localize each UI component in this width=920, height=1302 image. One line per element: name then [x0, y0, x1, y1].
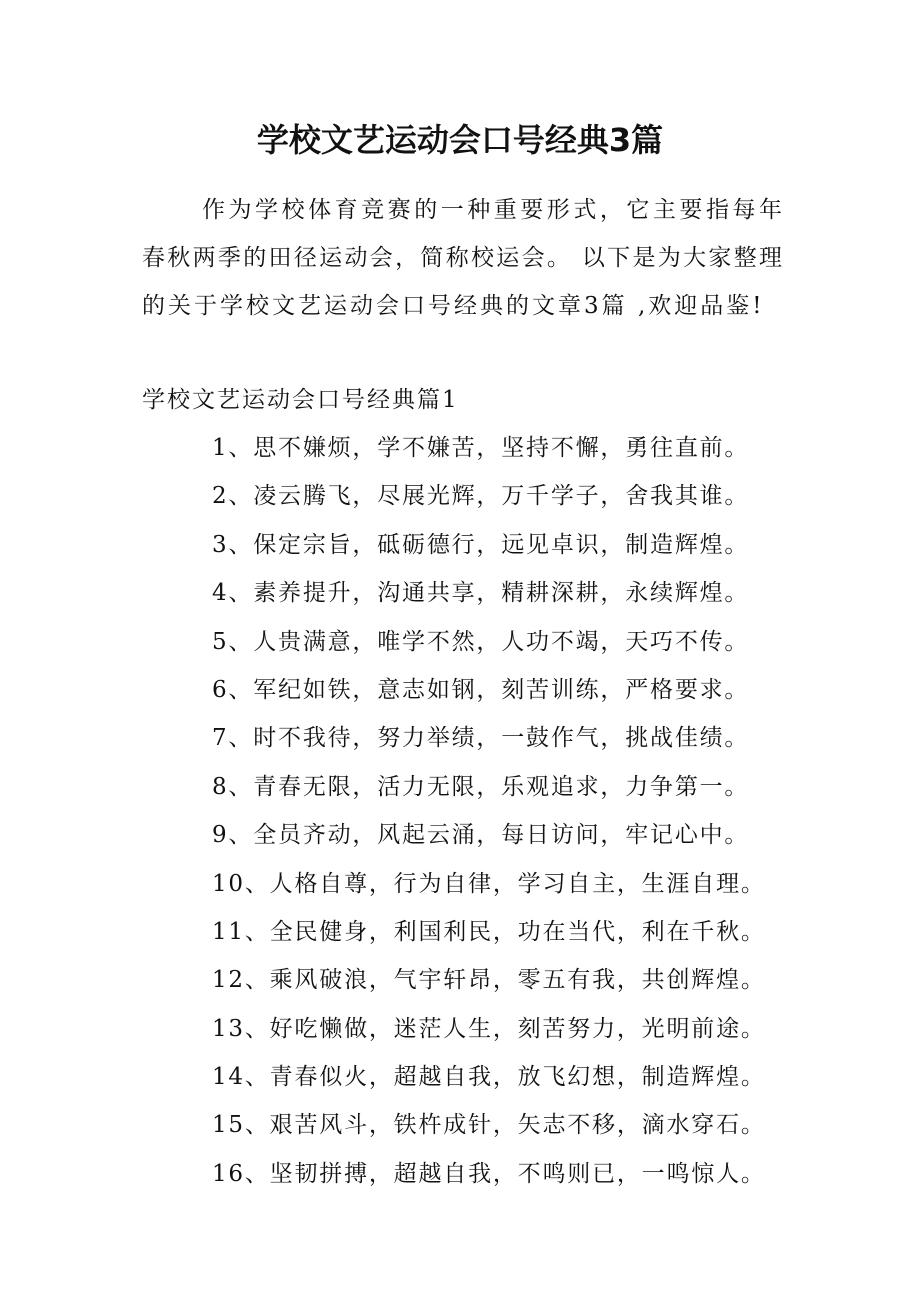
intro-paragraph	[142, 186, 782, 330]
list-item: 13、好吃懒做，迷茫人生，刻苦努力，光明前途。	[212, 1015, 766, 1042]
slogan-list	[212, 426, 766, 1200]
list-item: 14、青春似火，超越自我，放飞幻想，制造辉煌。	[212, 1064, 766, 1091]
list-item: 4、素养提升，沟通共享，精耕深耕，永续辉煌。	[212, 580, 750, 607]
intro-line: 春秋两季的田径运动会，简称校运会。 以下是为大家整理	[142, 245, 782, 271]
intro-line: 作为学校体育竞赛的一种重要形式，它主要指每年	[202, 197, 782, 223]
intro-line: 的关于学校文艺运动会口号经典的文章3篇 ,欢迎品鉴!	[142, 293, 765, 319]
list-item: 5、人贵满意，唯学不然，人功不竭，天巧不传。	[212, 628, 750, 655]
list-item: 6、军纪如铁，意志如钢，刻苦训练，严格要求。	[212, 676, 750, 703]
list-item: 9、全员齐动，风起云涌，每日访问，牢记心中。	[212, 822, 750, 849]
list-item: 1、思不嫌烦，学不嫌苦，坚持不懈，勇往直前。	[212, 435, 750, 461]
list-item: 2、凌云腾飞，尽展光辉，万千学子，舍我其谁。	[212, 483, 750, 510]
document-title: 学校文艺运动会口号经典3篇	[256, 121, 664, 159]
list-item: 11、全民健身，利国利民，功在当代，利在千秋。	[212, 918, 766, 945]
list-item: 12、乘风破浪，气宇轩昂，零五有我，共创辉煌。	[212, 967, 766, 994]
list-item: 8、青春无限，活力无限，乐观追求，力争第一。	[212, 773, 750, 800]
list-item: 3、保定宗旨，砥砺德行，远见卓识，制造辉煌。	[212, 531, 750, 558]
list-item: 10、人格自尊，行为自律，学习自主，生涯自理。	[212, 870, 766, 897]
list-item: 15、艰苦风斗，铁杵成针，矢志不移，滴水穿石。	[212, 1112, 766, 1139]
list-item: 16、坚韧拼搏，超越自我，不鸣则已，一鸣惊人。	[212, 1160, 766, 1187]
list-item: 7、时不我待，努力举绩，一鼓作气，挑战佳绩。	[212, 725, 750, 752]
section-heading: 学校文艺运动会口号经典篇1	[142, 387, 459, 413]
